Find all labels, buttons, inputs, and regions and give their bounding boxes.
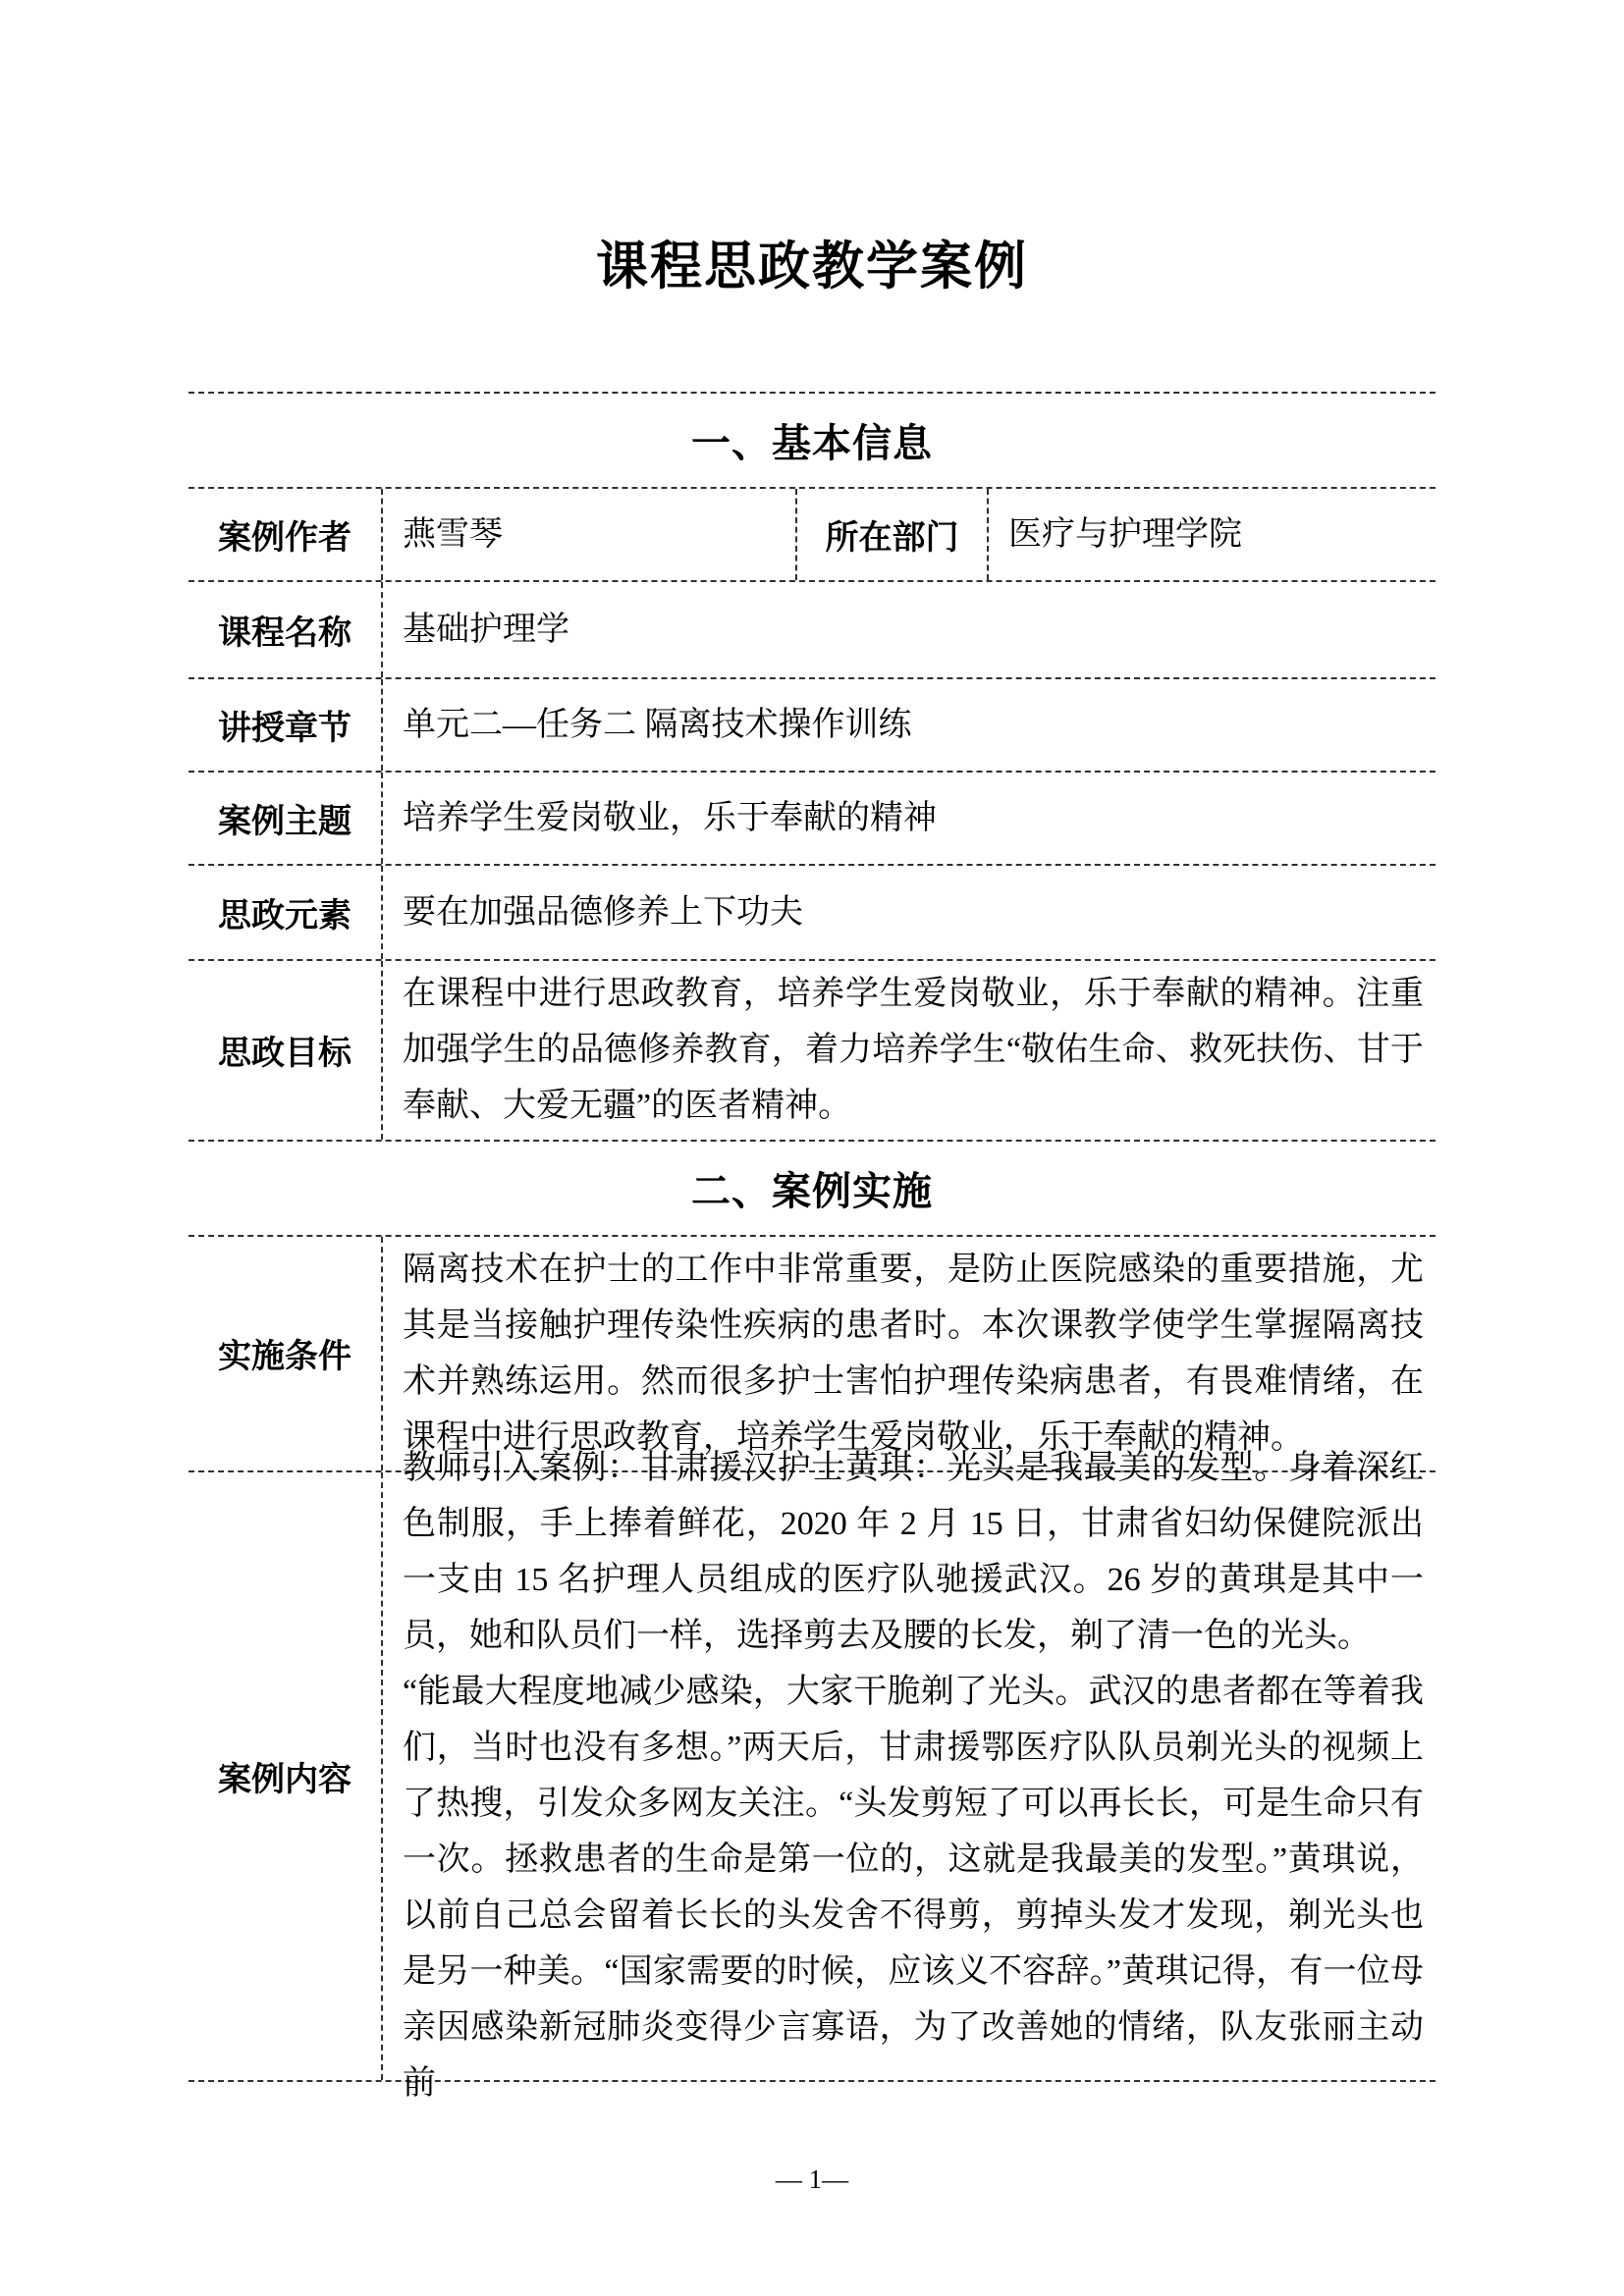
case-content-value — [381, 1450, 1435, 2102]
case-theme-value: 培养学生爱岗敬业，乐于奉献的精神 — [381, 773, 1435, 864]
case-content-label: 案例内容 — [218, 1761, 352, 1798]
page-title: 课程思政教学案例 — [596, 237, 1028, 295]
table-row-chapter — [189, 677, 1435, 771]
case-content-paragraph-2: “能最大程度地减少感染，大家干脆剃了光头。武汉的患者都在等着我们，当时也没有多想。”两天后，甘肃援鄂医疗队队员剃光头的视频上了热搜，引发众多网友关注。“头发剪短了可以再长长，可是生命只有一次。拯救患者的生命是第一位的，这就是我最美的发型。”黄琪说，以前自己总会留着长长的头发舍不得剪，剪掉头发才发现，剃光头也是另一种美。“国家需要的时候，应该义不容辞。”黄琪记得，有一位母亲因感染新冠肺炎变得少言寡语，为了改善她的情绪，队友张丽主动前 — [403, 1674, 1424, 2102]
author-label: 案例作者 — [218, 519, 352, 557]
ideology-element-label: 思政元素 — [218, 897, 352, 934]
course-name-label: 课程名称 — [218, 614, 352, 652]
ideology-element-value: 要在加强品德修养上下功夫 — [381, 866, 1435, 959]
table-row-ideology-goal — [189, 959, 1435, 1140]
department-label: 所在部门 — [795, 489, 987, 580]
case-theme-label: 案例主题 — [218, 803, 352, 840]
department-value: 医疗与护理学院 — [987, 489, 1435, 580]
ideology-goal-label: 思政目标 — [218, 1036, 352, 1072]
implementation-conditions-value: 隔离技术在护士的工作中非常重要，是防止医院感染的重要措施，尤其是当接触护理传染性疾病的患者时。本次课教学使学生掌握隔离技术并熟练运用。然而很多护士害怕护理传染病患者，有畏难情绪，在课程中进行思政教育，培养学生爱岗敬业，乐于奉献的精神。 — [381, 1237, 1435, 1470]
course-name-value: 基础护理学 — [381, 582, 1435, 677]
case-content-paragraph-1: 教师引入案例：甘肃援汉护士黄琪：光头是我最美的发型。身着深红色制服，手上捧着鲜花，2020 年 2 月 15 日，甘肃省妇幼保健院派出一支由 15 名护理人员组成的医疗队驰援武汉。26 岁的黄琪是其中一员，她和队员们一样，选择剪去及腰的长发，剃了清一色的光头。 — [403, 1450, 1424, 1654]
table-row-author-dept — [189, 487, 1435, 580]
table-row-case-theme — [189, 771, 1435, 864]
table-row-course-name — [189, 580, 1435, 677]
table-row-case-content — [189, 1450, 1435, 2102]
implementation-conditions-label: 实施条件 — [218, 1339, 352, 1375]
chapter-value: 单元二—任务二 隔离技术操作训练 — [381, 679, 1435, 771]
table-row-implementation-conditions — [189, 1235, 1435, 1470]
page-number: — 1— — [775, 2163, 849, 2194]
case-table — [189, 392, 1435, 2102]
section-header-case-implementation: 二、案例实施 — [189, 1140, 1435, 1235]
chapter-label: 讲授章节 — [218, 710, 352, 747]
table-row-ideology-element — [189, 864, 1435, 959]
section-header-basic-info: 一、基本信息 — [189, 392, 1435, 487]
ideology-goal-value: 在课程中进行思政教育，培养学生爱岗敬业，乐于奉献的精神。注重加强学生的品德修养教育，着力培养学生“敬佑生命、救死扶伤、甘于奉献、大爱无疆”的医者精神。 — [381, 961, 1435, 1140]
author-value: 燕雪琴 — [381, 489, 795, 580]
